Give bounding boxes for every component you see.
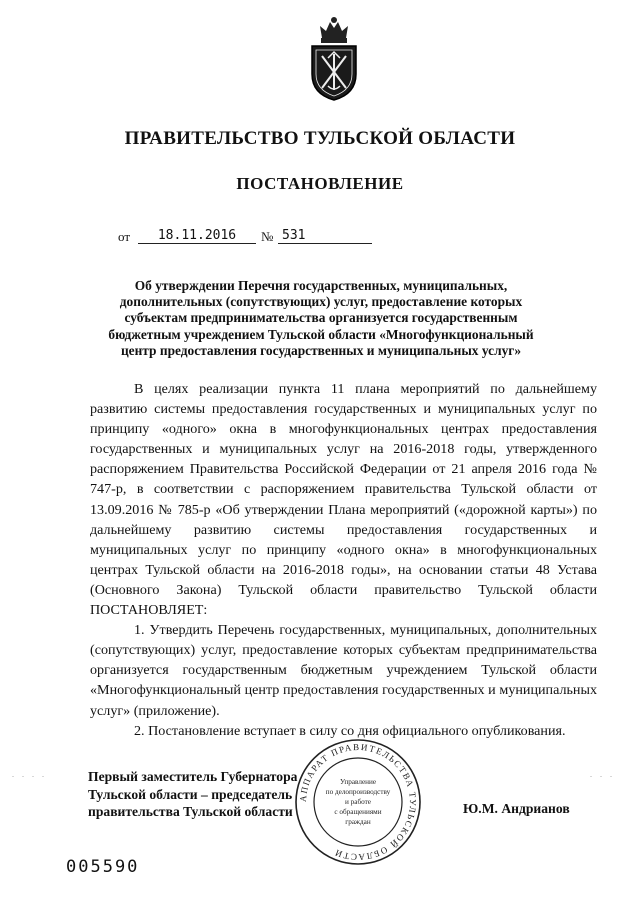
- signatory-name: Ю.М. Андрианов: [463, 801, 570, 816]
- stamp-center-line: граждан: [345, 818, 371, 826]
- signatory-position-line: Первый заместитель Губернатора: [88, 769, 298, 784]
- official-stamp: [291, 735, 425, 869]
- registration-number: 005590: [66, 857, 140, 877]
- body-paragraph: 1. Утвердить Перечень государственных, муниципальных, дополнительных (сопутствующих) услуг, предоставление которых субъектам предпринимательства организуется государственным бюджетным учреждением Тульской области «Многофункциональный центр предоставления государственных и муниципальных услуг» (приложение).: [90, 622, 597, 719]
- stamp-center-line: с обращениями: [334, 808, 382, 816]
- body-paragraph: В целях реализации пункта 11 плана мероприятий по дальнейшему развитию системы предоставления государственных и муниципальных услуг по принципу «одного» окна в многофункциональных центрах предоставления государственных и муниципальных услуг на 2016-2018 годы, утвержденного распоряжением Правительства Российской Федерации от 21 апреля 2016 года № 747-р, в соответствии с распоряжением правительства Тульской области от 13.09.2016 № 785-р «Об утверждении Плана мероприятий («дорожной карты») по дальнейшему развитию системы предоставления государственных и муниципальных услуг по принципу «одного окна» в многофункциональных центрах Тульской области на 2016-2018 годы», на основании статьи 48 Устава (Основного Закона) Тульской области правительство Тульской области ПОСТАНОВЛЯЕТ:: [90, 381, 597, 619]
- date-number-line: [118, 223, 418, 245]
- document-body: [90, 379, 597, 741]
- signatory-position-line: Тульской области – председатель: [88, 786, 293, 802]
- body-paragraph: 2. Постановление вступает в силу со дня официального опубликования.: [134, 722, 566, 739]
- stamp-ring-text: АППАРАТ ПРАВИТЕЛЬСТВА ТУЛЬСКОЙ ОБЛАСТИ: [297, 741, 419, 863]
- document-number: 531: [278, 228, 372, 244]
- stamp-center-line: Управление: [339, 778, 377, 786]
- tula-coat-of-arms-icon: [302, 16, 366, 102]
- organization-title: ПРАВИТЕЛЬСТВО ТУЛЬСКОЙ ОБЛАСТИ: [124, 128, 516, 149]
- document-date: 18.11.2016: [138, 228, 256, 244]
- scan-artifact-dots: . . .: [590, 770, 615, 779]
- number-label: №: [261, 229, 274, 244]
- stamp-center-line: по делопроизводству: [325, 788, 391, 796]
- document-heading: Об утверждении Перечня государственных, муниципальных, дополнительных (сопутствующих) услуг, предоставление которых субъектам предпринимательства организуется государственным бюджетным учреждением Тульской области «Многофункциональный центр предоставления государственных и муниципальных услуг»: [108, 278, 534, 358]
- signatory-position: [88, 768, 297, 821]
- date-label: от: [118, 229, 131, 244]
- signatory-position-line: правительства Тульской области: [88, 804, 293, 819]
- scan-artifact-dots: . . . .: [12, 770, 47, 779]
- document-type: ПОСТАНОВЛЕНИЕ: [236, 174, 404, 193]
- stamp-center-line: и работе: [345, 798, 371, 806]
